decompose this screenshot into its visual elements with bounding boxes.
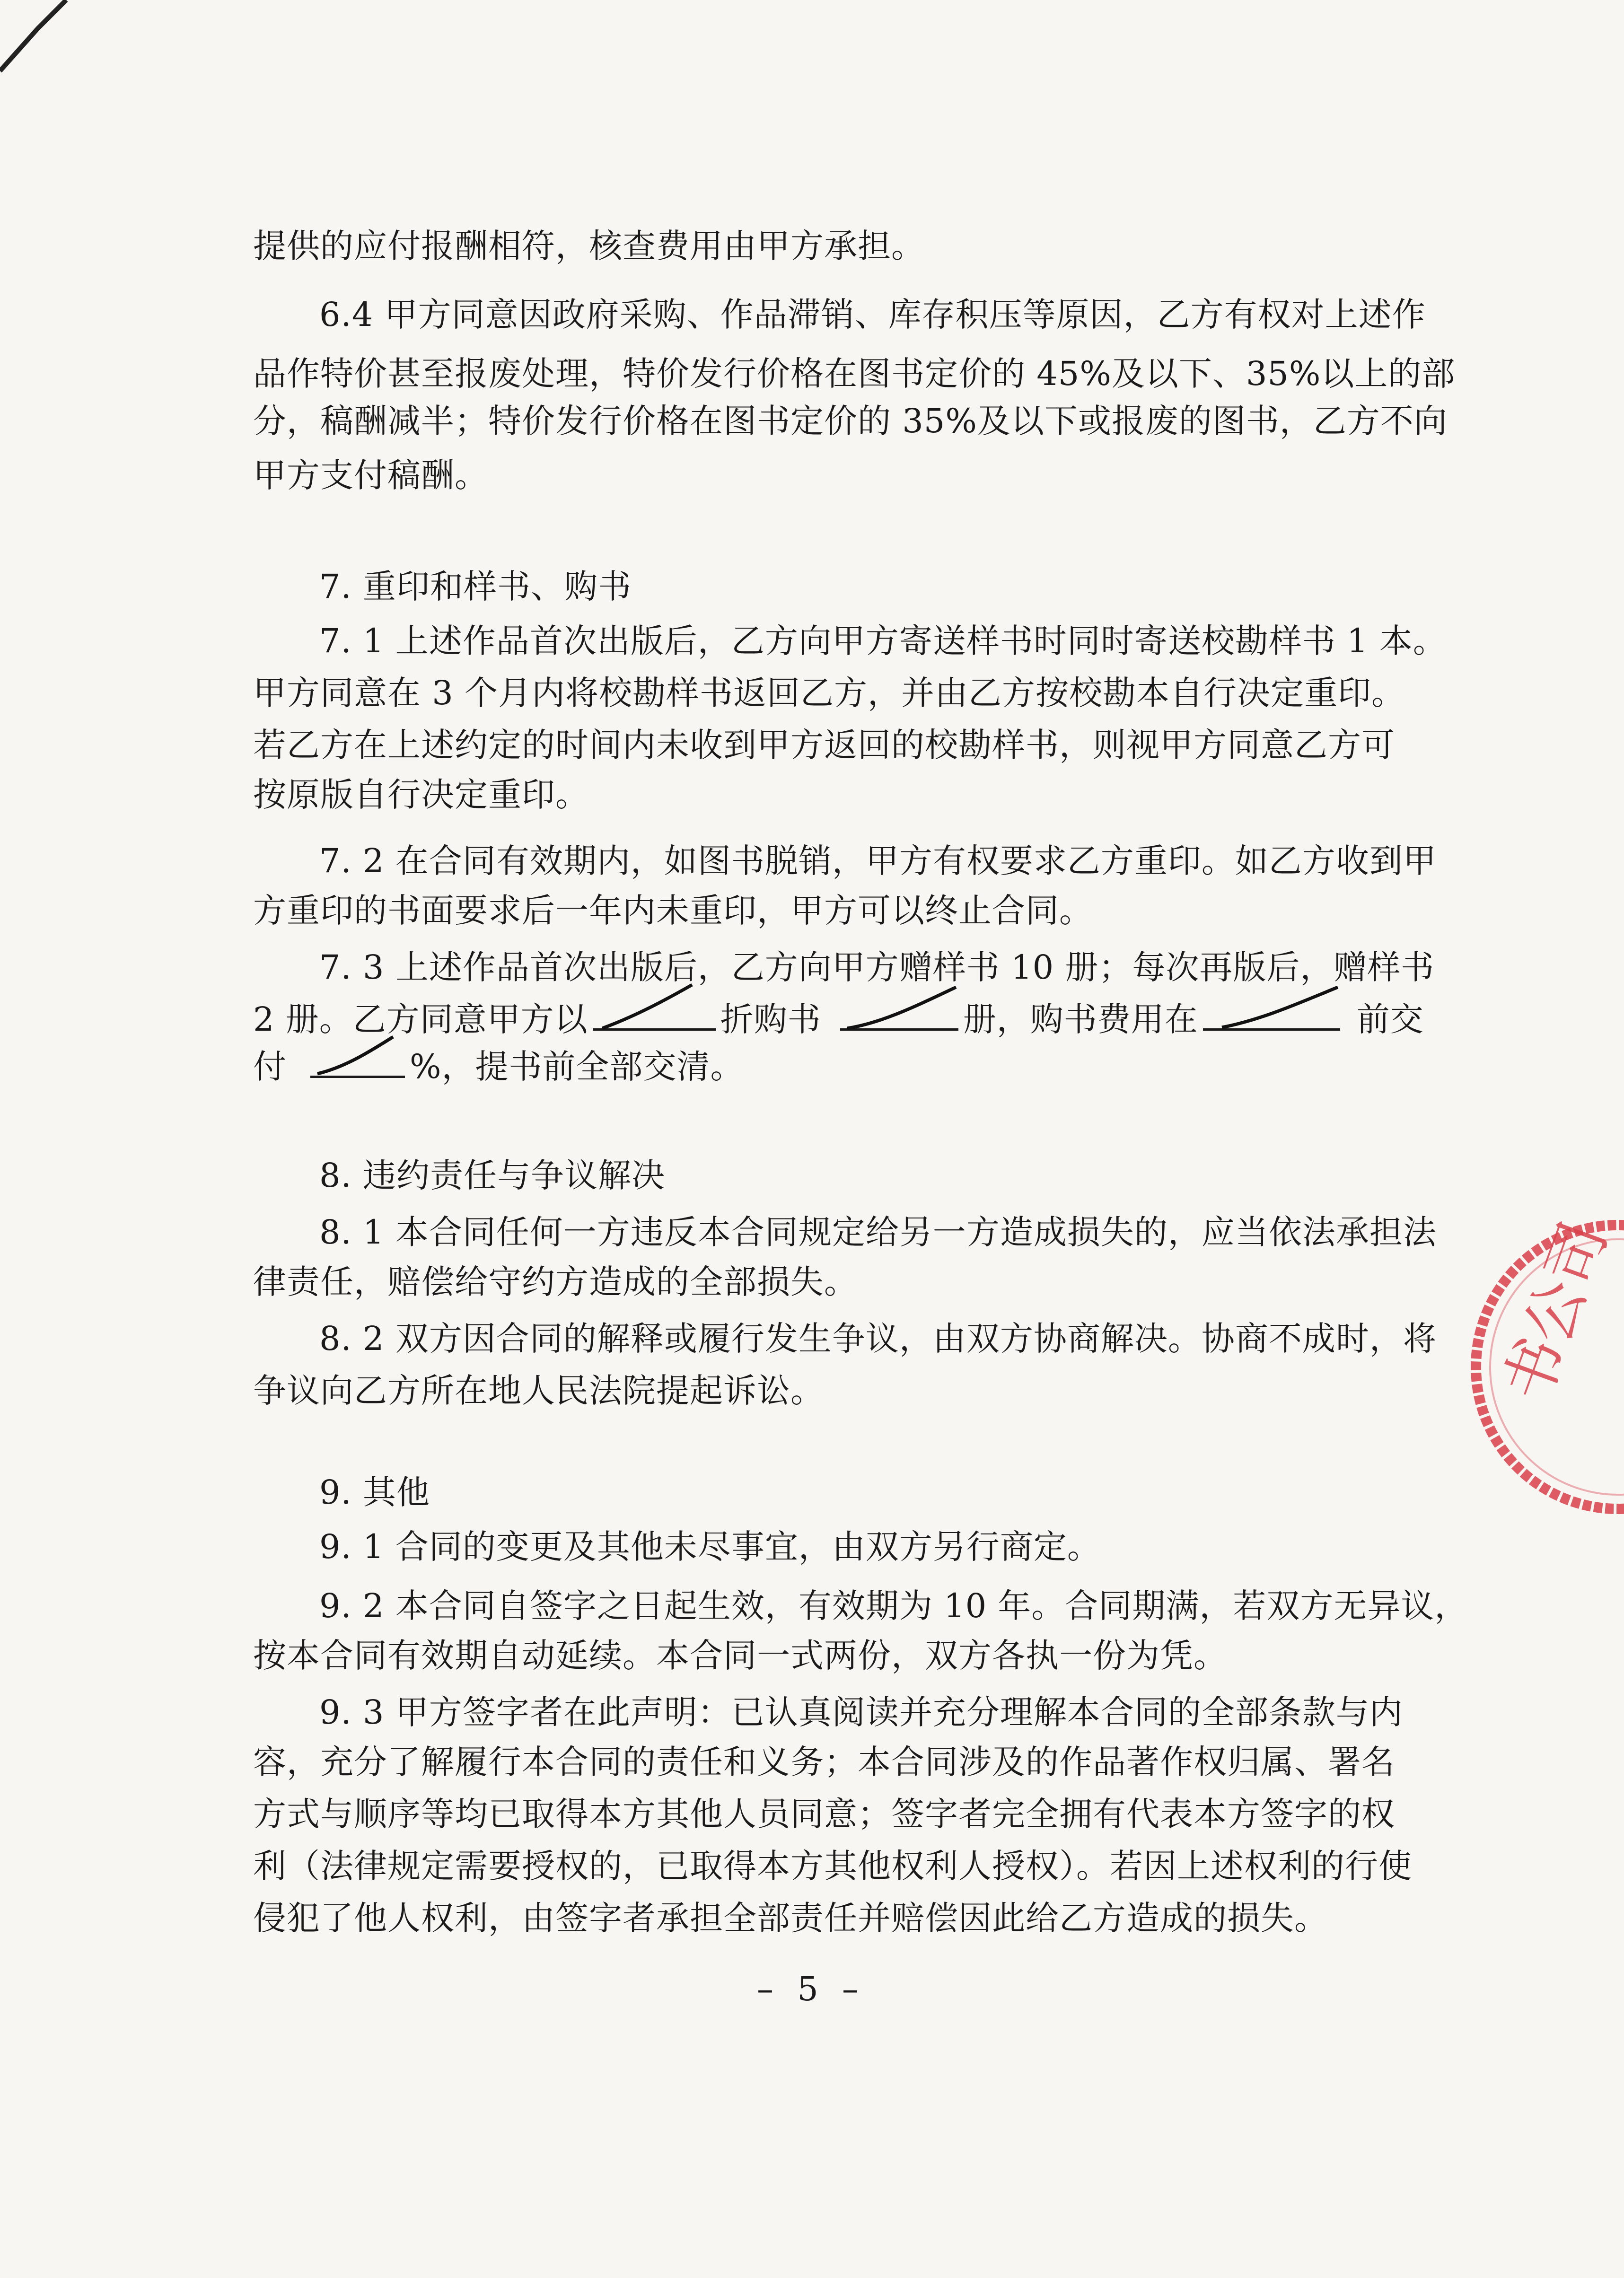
purchase-text-2: 折购书 [720,1000,821,1039]
text-line: 甲方同意在 3 个月内将校勘样书返回乙方，并由乙方按校勘本自行决定重印。 [253,674,1405,712]
quantity-blank [840,999,958,1031]
purchase-terms-line [253,998,1436,1041]
clause-9-3: 9. 3 甲方签字者在此声明：已认真阅读并充分理解本合同的全部条款与内 [319,1693,1403,1732]
clause-8-1: 8. 1 本合同任何一方违反本合同规定给另一方造成损失的，应当依法承担法 [319,1213,1437,1252]
payment-text-1: 付 [253,1047,287,1086]
purchase-text-1: 2 册。乙方同意甲方以 [253,1000,588,1039]
text-line: 按原版自行决定重印。 [253,775,589,814]
text-line: 利（法律规定需要授权的，已取得本方其他权利人授权）。若因上述权利的行使 [253,1847,1412,1885]
strike-mark [593,985,716,1032]
payment-terms-line [253,1045,1436,1088]
text-line: 方式与顺序等均已取得本方其他人员同意；签字者完全拥有代表本方签字的权 [253,1795,1395,1833]
text-line: 容，充分了解履行本合同的责任和义务；本合同涉及的作品著作权归属、署名 [253,1743,1395,1781]
text-line: 侵犯了他人权利，由签字者承担全部责任并赔偿因此给乙方造成的损失。 [253,1899,1328,1937]
text-line: 品作特价甚至报废处理，特价发行价格在图书定价的 45%及以下、35%以上的部 [253,354,1456,393]
clause-9-1: 9. 1 合同的变更及其他未尽事宜，由双方另行商定。 [319,1527,1101,1566]
purchase-text-4: 前交 [1356,1000,1424,1039]
strike-mark [310,1032,405,1079]
clause-7-3: 7. 3 上述作品首次出版后，乙方向甲方赠样书 10 册；每次再版后，赠样书 [319,948,1435,987]
page-number: – 5 – [757,1970,866,2008]
scan-corner-mark [0,0,95,85]
text-line: 甲方支付稿酬。 [253,456,488,495]
section-8-heading: 8. 违约责任与争议解决 [319,1156,666,1195]
discount-blank [593,999,716,1031]
clause-8-2: 8. 2 双方因合同的解释或履行发生争议，由双方协商解决。协商不成时，将 [319,1319,1437,1358]
clause-7-1: 7. 1 上述作品首次出版后，乙方向甲方寄送样书时同时寄送校勘样书 1 本。 [319,622,1447,660]
clause-6-4: 6.4 甲方同意因政府采购、作品滞销、库存积压等原因，乙方有权对上述作 [319,295,1426,334]
text-line: 争议向乙方所在地人民法院提起诉讼。 [253,1371,824,1410]
strike-mark [840,985,958,1032]
text-line: 分，稿酬减半；特价发行价格在图书定价的 35%及以下或报废的图书，乙方不向 [253,402,1448,440]
text-line: 按本合同有效期自动延续。本合同一式两份，双方各执一份为凭。 [253,1636,1227,1675]
section-9-heading: 9. 其他 [319,1473,430,1512]
seal-text: 书公司 [1490,1212,1621,1411]
percentage-blank [310,1046,405,1078]
text-line: 方重印的书面要求后一年内未重印，甲方可以终止合同。 [253,891,1093,930]
strike-mark [1203,985,1340,1032]
company-seal-stamp [1457,1211,1624,1542]
purchase-text-3: 册，购书费用在 [963,1000,1198,1039]
clause-9-2: 9. 2 本合同自签字之日起生效，有效期为 10 年。合同期满，若双方无异议， [319,1586,1468,1625]
text-line: 提供的应付报酬相符，核查费用由甲方承担。 [253,227,925,265]
payment-text-2: %，提书前全部交清。 [410,1047,744,1086]
clause-7-2: 7. 2 在合同有效期内，如图书脱销，甲方有权要求乙方重印。如乙方收到甲 [319,841,1437,880]
section-7-heading: 7. 重印和样书、购书 [319,567,632,606]
text-line: 若乙方在上述约定的时间内未收到甲方返回的校勘样书，则视甲方同意乙方可 [253,726,1395,764]
text-line: 律责任，赔偿给守约方造成的全部损失。 [253,1262,858,1301]
payment-date-blank [1203,999,1340,1031]
